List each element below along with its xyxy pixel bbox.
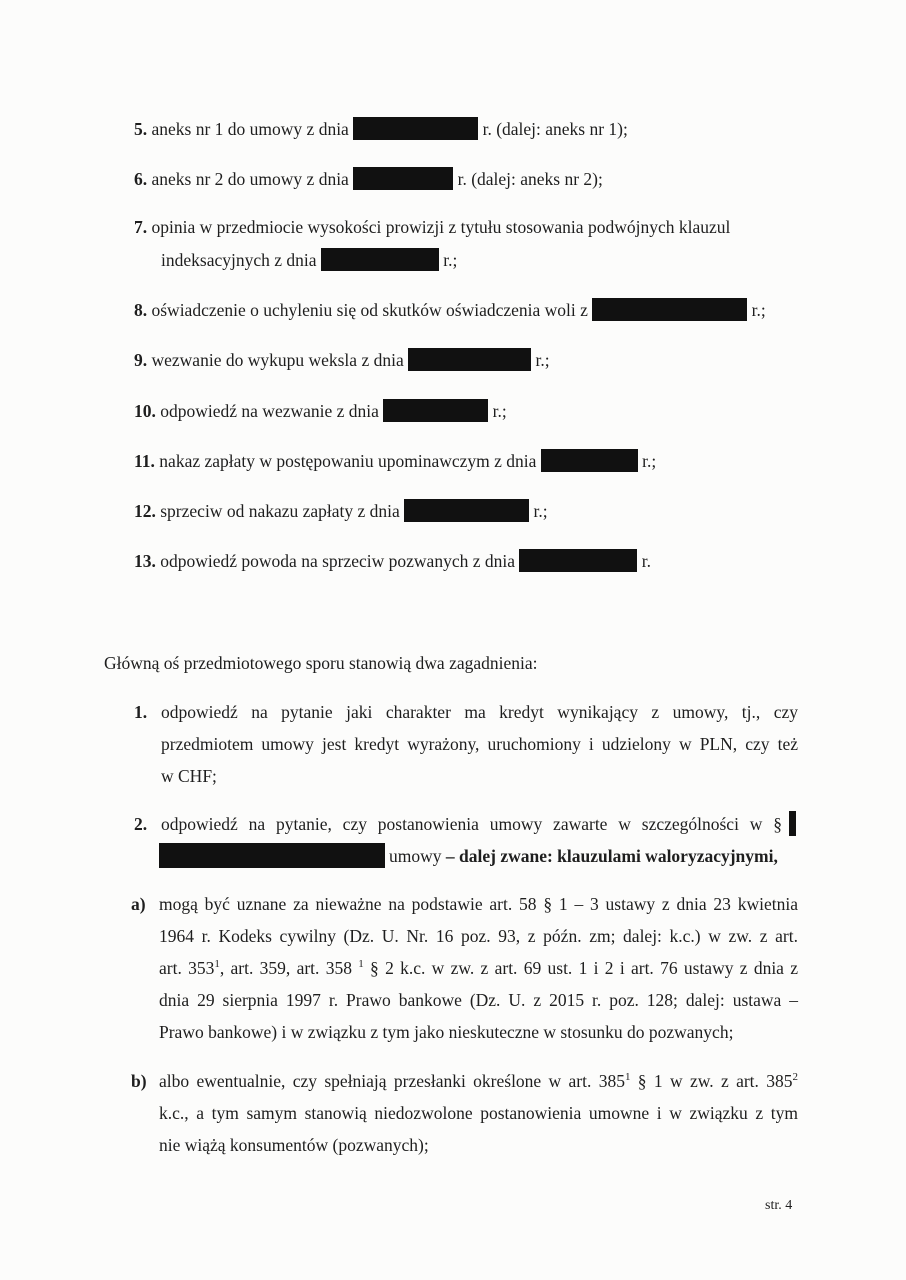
intro-paragraph: Główną oś przedmiotowego sporu stanowią dwa zagadnienia: [104,653,538,673]
redaction-box [519,549,637,572]
item-text: aneks nr 2 do umowy z dnia [151,169,349,189]
issue-number: 1. [134,702,148,722]
issue-text-line: odpowiedź na pytanie, czy postanowienia umowy zawarte w szczególności w § [161,814,782,834]
redaction-box [159,843,385,868]
item-number: 9. [134,350,148,370]
subpoint-text-line: 1964 r. Kodeks cywilny (Dz. U. Nr. 16 poz. 93, z późn. zm; dalej: k.c.) w zw. z art. [159,926,798,946]
redaction-box [353,117,478,140]
item-text: nakaz zapłaty w postępowaniu upominawczym z dnia [159,451,537,471]
subpoint-text-line: dnia 29 sierpnia 1997 r. Prawo bankowe (Dz. U. z 2015 r. poz. 128; dalej: ustawa – [159,990,798,1010]
redaction-box [408,348,531,371]
subpoint-text-line: Prawo bankowe) i w związku z tym jako nieskuteczne w stosunku do pozwanych; [159,1022,734,1042]
redaction-box [404,499,529,522]
list-item [134,117,628,140]
item-text: oświadczenie o uchyleniu się od skutków oświadczenia woli z [151,300,588,320]
item-text: wezwanie do wykupu weksla z dnia [151,350,404,370]
issue-text-line: odpowiedź na pytanie jaki charakter ma kredyt wynikający z umowy, tj., czy [161,702,798,722]
item-text: r. (dalej: aneks nr 1); [482,119,628,139]
item-number: 10. [134,401,156,421]
item-text: aneks nr 1 do umowy z dnia [151,119,349,139]
item-text: sprzeciw od nakazu zapłaty z dnia [160,501,400,521]
item-text: odpowiedź na wezwanie z dnia [160,401,379,421]
item-text: r. (dalej: aneks nr 2); [457,169,603,189]
item-text: r.; [492,401,507,421]
item-text: r.; [642,451,657,471]
list-item [134,549,651,572]
redaction-box [353,167,453,190]
list-item [134,167,603,190]
subpoint-label: b) [131,1071,147,1091]
item-text: indeksacyjnych z dnia [161,250,317,270]
item-number: 12. [134,501,156,521]
issue-text: umowy [389,846,442,866]
redaction-box [592,298,747,321]
item-text: r.; [535,350,550,370]
subpoint-text-line: mogą być uznane za nieważne na podstawie art. 58 § 1 – 3 ustawy z dnia 23 kwietnia [159,894,798,914]
item-number: 7. [134,217,148,237]
subpoint-text-line: art. $353^1$, art. 359, art. 358 $^1$ § 2 k.c. w zw. z art. 69 ust. 1 i 2 i art. 76 ustawy z dnia z [159,958,798,978]
item-number: 5. [134,119,148,139]
subpoint-text-line: albo ewentualnie, czy spełniają przesłanki określone w art. $385^1$ § 1 w zw. z art. $385^2$ [159,1071,798,1091]
subpoint-text-line: k.c., a tym samym stanowią niedozwolone postanowienia umowne i w związku z tym [159,1103,798,1123]
item-number: 13. [134,551,156,571]
item-text: r.; [443,250,458,270]
list-item [134,499,548,522]
item-number: 8. [134,300,148,320]
redaction-box [789,811,796,836]
defined-term: – dalej zwane: klauzulami waloryzacyjnymi, [445,846,778,866]
item-text: odpowiedź powoda na sprzeciw pozwanych z dnia [160,551,515,571]
page-number: str. 4 [765,1198,793,1213]
issue-text-line [389,845,778,867]
item-text: r.; [533,501,548,521]
item-number: 11. [134,451,155,471]
list-item [134,348,550,371]
list-item [134,449,656,472]
redaction-box [383,399,488,422]
list-item [134,216,730,238]
item-text: r.; [751,300,766,320]
redaction-box [541,449,638,472]
subpoint-label: a) [131,894,146,914]
item-text: r. [641,551,651,571]
list-item [134,399,507,422]
list-item-continuation [161,248,457,271]
subpoint-text-line: nie wiążą konsumentów (pozwanych); [159,1135,429,1155]
item-number: 6. [134,169,148,189]
issue-text-line: w CHF; [161,766,217,786]
redaction-box [321,248,439,271]
list-item [134,298,766,321]
item-text: opinia w przedmiocie wysokości prowizji z tytułu stosowania podwójnych klauzul [151,217,731,237]
issue-text-line: przedmiotem umowy jest kredyt wyrażony, uruchomiony i udzielony w PLN, czy też [161,734,798,754]
issue-number: 2. [134,814,148,834]
